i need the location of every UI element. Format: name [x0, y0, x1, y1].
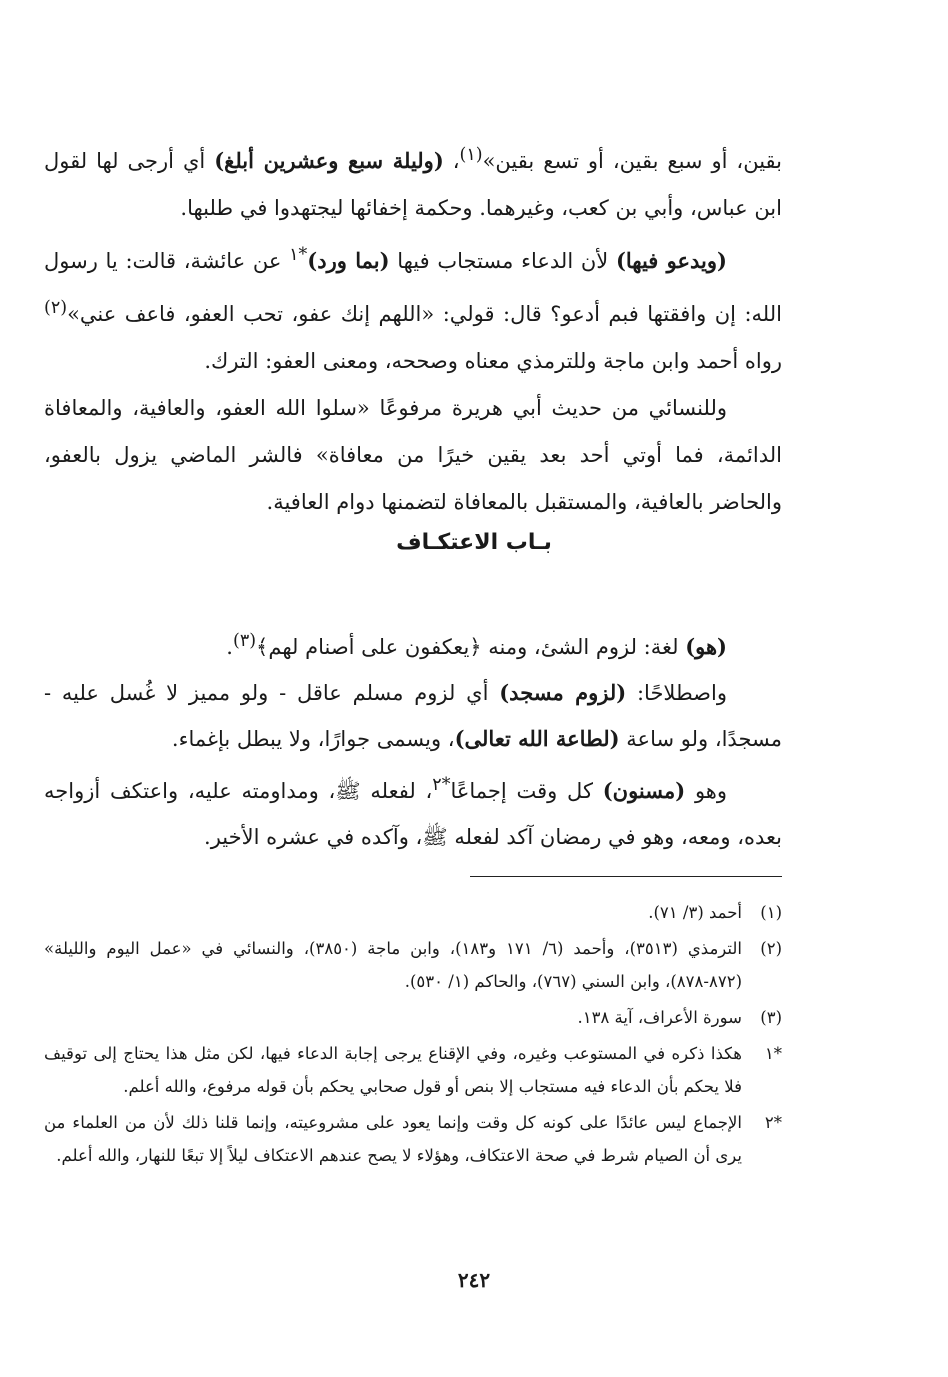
footnote-text: أحمد (٣/ ٧١). [648, 903, 742, 922]
footnote-1 [44, 896, 782, 929]
text-run: عن عائشة، قالت: يا رسول الله: إن وافقتها فبم أدعو؟ قال: قولي: «اللهم إنك عفو، تحب العفو، فاعف عني» [44, 249, 782, 326]
text-run: . [226, 635, 233, 659]
footnote-ref[interactable]: (٣) [232, 631, 257, 651]
paragraph-2 [44, 232, 782, 385]
text-run: واصطلاحًا: [626, 681, 727, 705]
footnote-text: الإجماع ليس عائدًا على كونه كل وقت وإنما يعود على مشروعيته، وإنما قلنا ذلك لأن من العلماء من يرى أن الصيام شرط في صحة الاعتكاف، وهؤلاء لا يصح عندهم الاعتكاف ليلاً إلا تبعًا للنهار، والله أعلم. [44, 1113, 742, 1165]
bold-term: (وليلة سبع وعشرين أبلغ) [214, 148, 444, 173]
bold-term: (بما ورد) [307, 248, 390, 273]
text-run: لأن الدعاء مستجاب فيها [389, 249, 616, 273]
bold-term: (لطاعة الله تعالى) [454, 726, 620, 751]
footnote-number: (١) [760, 903, 782, 922]
footnote-number: (٣) [760, 1008, 782, 1027]
footnote-ref[interactable]: *٢ [432, 775, 451, 795]
footnote-divider [470, 876, 782, 877]
paragraph-6 [44, 762, 782, 860]
footnote-ref[interactable]: (١) [459, 145, 483, 165]
text-run: ، لفعله ﷺ، ومداومته عليه، واعتكف أزواجه بعده، ومعه، وهو في رمضان آكد لفعله ﷺ، وآكده في عشره الأخير. [44, 779, 782, 849]
bold-term: (ويدعو فيها) [615, 248, 727, 273]
main-text-upper [44, 132, 782, 526]
paragraph-3: وللنسائي من حديث أبي هريرة مرفوعًا «سلوا الله العفو، والعافية، والمعافاة الدائمة، فما أوتي أحد بعد يقين خيرًا من معافاة» فالشر الماضي يزول بالعفو، والحاضر بالعافية، والمستقبل بالمعافاة لتضمنها دوام العافية. [44, 396, 782, 514]
text-run: لغة: لزوم الشئ، ومنه ﴿يعكفون على أصنام لهم﴾ [256, 635, 686, 659]
footnote-text: هكذا ذكره في المستوعب وغيره، وفي الإقناع يرجى إجابة الدعاء فيها، لكن مثل هذا يحتاج إلى توقيف فلا يحكم بأن الدعاء فيه مستجاب إلا بنص أو قول صحابي يحكم بأن قوله مرفوع، والله أعلم. [44, 1044, 742, 1096]
paragraph-4 [44, 618, 782, 670]
footnote-text: الترمذي (٣٥١٣)، وأحمد (٦/ ١٧١ و١٨٣)، وابن ماجة (٣٨٥٠)، والنسائي في «عمل اليوم والليلة» (٨٧٢-٨٧٨)، وابن السني (٧٦٧)، والحاكم (١/ ٥٣٠). [44, 939, 742, 991]
text-run: بقين، أو سبع بقين، أو تسع بقين» [482, 149, 782, 173]
section-title: بـاب الاعتكـاف [396, 530, 552, 555]
bold-term: (مسنون) [602, 778, 686, 803]
footnote-3 [44, 1001, 782, 1034]
footnote-2 [44, 932, 782, 998]
footnotes [44, 896, 782, 1175]
bold-term: (لزوم مسجد) [499, 680, 627, 705]
bold-term: (هو) [685, 634, 727, 659]
text-run: رواه أحمد وابن ماجة وللترمذي معناه وصححه، ومعنى العفو: الترك. [204, 349, 782, 373]
main-text-lower [44, 618, 782, 860]
footnote-number: *١ [764, 1044, 782, 1063]
footnote-ref[interactable]: (٢) [44, 298, 68, 318]
footnote-4 [44, 1037, 782, 1103]
text-run: أي أرجى لها لقول ابن عباس، وأبي بن كعب، وغيرهما. وحكمة إخفائها ليجتهدوا في طلبها. [44, 149, 782, 220]
text-run: ، [443, 149, 460, 173]
page-number: ٢٤٢ [457, 1268, 491, 1292]
footnote-5 [44, 1106, 782, 1172]
text-run: وهو [685, 779, 728, 803]
paragraph-1 [44, 132, 782, 232]
text-run: أي لزوم مسلم عاقل - ولو مميز لا غُسل عليه - مسجدًا، ولو ساعة [44, 681, 782, 751]
footnote-number: (٢) [760, 939, 782, 958]
text-run: كل وقت إجماعًا [450, 779, 603, 803]
footnote-ref[interactable]: *١ [289, 245, 308, 265]
paragraph-5 [44, 670, 782, 762]
footnote-text: سورة الأعراف، آية ١٣٨. [577, 1008, 742, 1027]
footnote-number: *٢ [764, 1113, 782, 1132]
text-run: ، ويسمى جوارًا، ولا يبطل بإغماء. [171, 727, 455, 751]
